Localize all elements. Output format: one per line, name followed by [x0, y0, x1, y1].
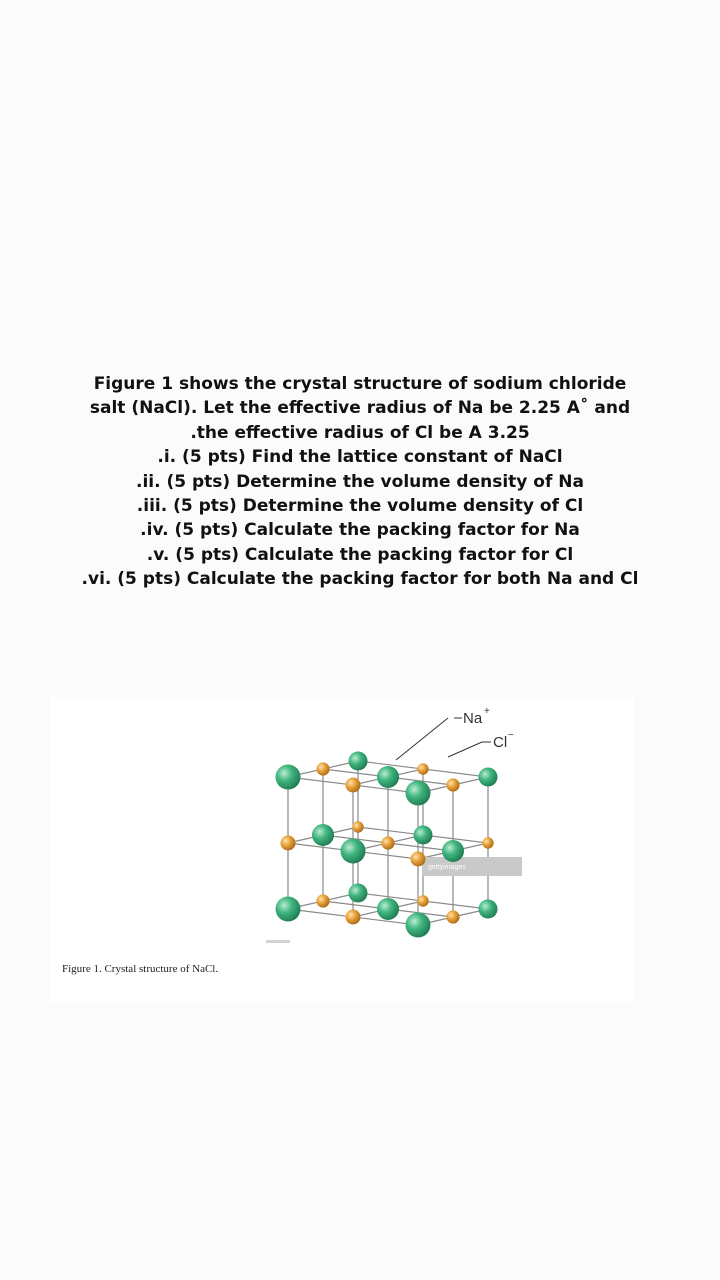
na-ion — [346, 778, 361, 793]
na-ion — [446, 910, 459, 923]
cl-label-charge: − — [508, 730, 514, 741]
na-ion — [281, 836, 296, 851]
question-text — [0, 372, 720, 592]
watermark-text: gettyimages — [428, 864, 466, 871]
cl-ion — [276, 897, 301, 922]
watermark-mark — [266, 940, 290, 943]
cl-ion — [406, 913, 431, 938]
na-ion — [316, 762, 329, 775]
question-part-i: .i. (5 pts) Find the lattice constant of NaCl — [157, 447, 563, 468]
cl-ion — [377, 766, 399, 788]
na-ion — [417, 895, 428, 906]
cl-ion — [479, 900, 498, 919]
nacl-crystal-diagram — [50, 697, 634, 1003]
cl-ion — [349, 752, 368, 771]
cl-ion — [479, 768, 498, 787]
na-ion — [417, 763, 428, 774]
na-label-leader — [396, 718, 448, 760]
na-ion — [346, 910, 361, 925]
question-part-vi: .vi. (5 pts) Calculate the packing factor for both Na and Cl — [81, 569, 639, 590]
cl-ion — [442, 840, 464, 862]
question-part-ii: .ii. (5 pts) Determine the volume density of Na — [136, 471, 584, 492]
cl-ion — [312, 824, 334, 846]
question-part-v: .v. (5 pts) Calculate the packing factor for Cl — [146, 544, 574, 565]
na-label: Na — [463, 710, 483, 727]
question-part-iv: .iv. (5 pts) Calculate the packing factor for Na — [140, 520, 580, 541]
na-ion — [381, 836, 394, 849]
na-ion — [482, 837, 493, 848]
cl-ion — [414, 826, 433, 845]
na-ion — [411, 852, 426, 867]
cl-ion — [341, 839, 366, 864]
na-label-charge: + — [484, 706, 490, 717]
na-ion — [446, 778, 459, 791]
cl-ion — [377, 898, 399, 920]
question-line-2: salt (NaCl). Let the effective radius of Na be 2.25 A˚ and — [89, 398, 631, 419]
question-part-iii: .iii. (5 pts) Determine the volume density of Cl — [136, 496, 584, 517]
cl-ion — [349, 884, 368, 903]
cl-label: Cl — [493, 734, 508, 751]
question-line-1: Figure 1 shows the crystal structure of sodium chloride — [93, 374, 627, 394]
cl-label-leader — [448, 742, 482, 757]
cl-ion — [276, 765, 301, 790]
figure-panel — [50, 697, 634, 1003]
figure-caption: Figure 1. Crystal structure of NaCl. — [62, 963, 219, 975]
cl-ion — [406, 781, 431, 806]
question-line-3: .the effective radius of Cl be A 3.25 — [190, 422, 530, 443]
na-ion — [352, 821, 363, 832]
na-ion — [316, 894, 329, 907]
